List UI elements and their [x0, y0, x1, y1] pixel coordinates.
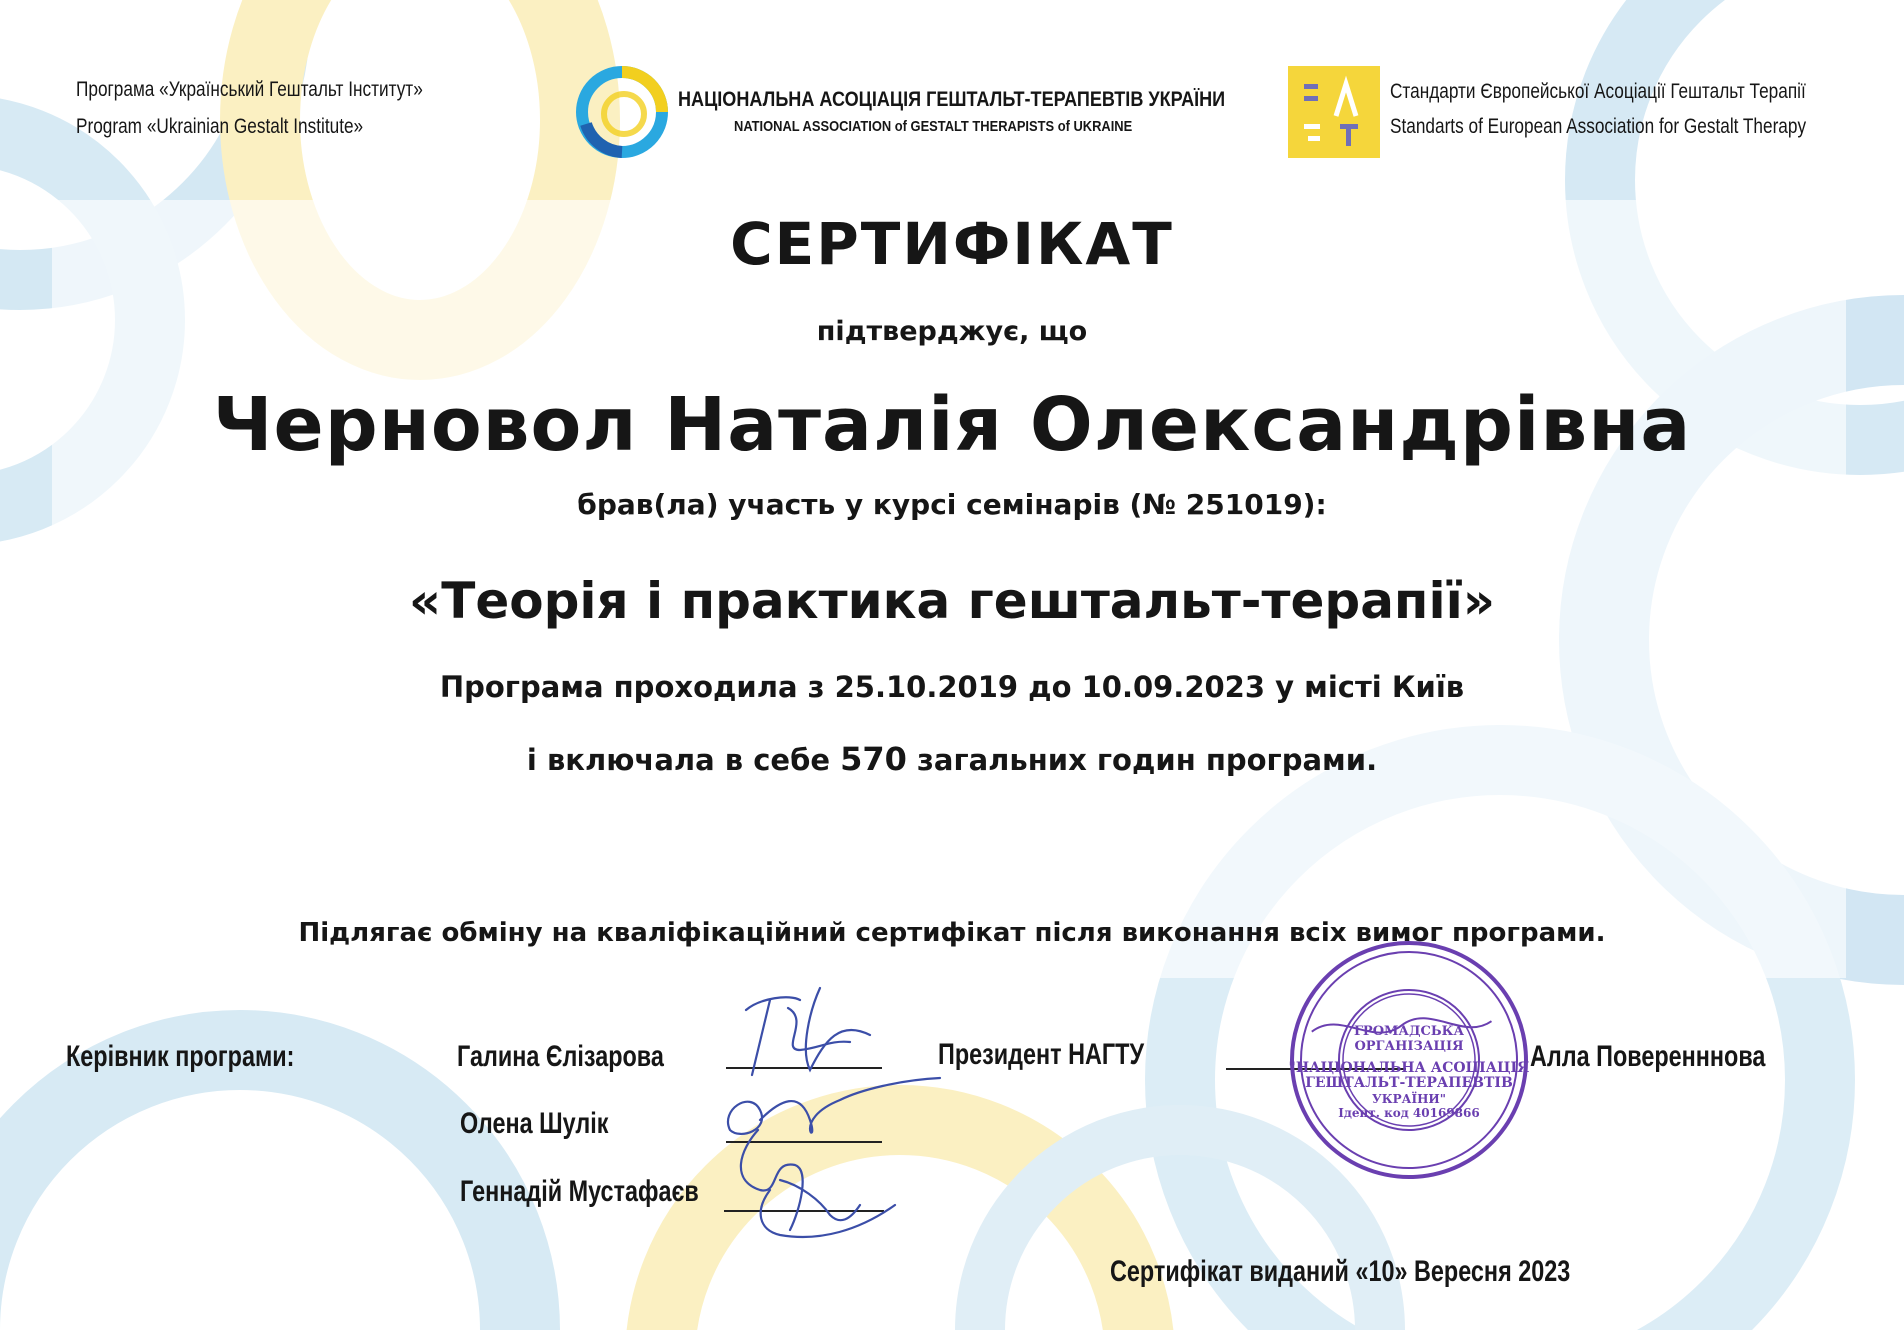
issue-date: Сертифікат виданий «10» Вересня 2023	[1110, 1255, 1571, 1288]
participation-text: брав(ла) участь у курсі семінарів (№ 251019):	[577, 488, 1327, 521]
hours-prefix: і включала в себе	[526, 743, 841, 777]
stamp-text-4: ГЕШТАЛЬТ-ТЕРАПЕВТІВ	[1305, 1075, 1513, 1091]
stamp-text-1: ГРОМАДСЬКА	[1353, 1024, 1465, 1039]
program-dates: Програма проходила з 25.10.2019 до 10.09.2023 у місті Київ	[439, 670, 1465, 704]
stamp-text-6: Ідент. код 40169866	[1338, 1106, 1480, 1120]
president-label: Президент НАГТУ	[938, 1038, 1145, 1071]
recipient-name: Черновол Наталія Олександрівна	[212, 382, 1692, 468]
eagt-standards-en: Standarts of European Association for Gestalt Therapy	[1390, 115, 1807, 138]
stamp-text-3: "НАЦІОНАЛЬНА АСОЦІАЦІЯ	[1288, 1060, 1530, 1076]
eagt-standards-ua: Стандарти Європейської Асоціації Гештальт Терапії	[1390, 80, 1806, 103]
stamp-text-5: УКРАЇНИ"	[1372, 1092, 1446, 1106]
signer-name-1: Галина Єлізарова	[457, 1040, 664, 1073]
program-head-label: Керівник програми:	[66, 1040, 295, 1073]
signer-name-3: Геннадій Мустафаєв	[460, 1175, 699, 1208]
handwritten-signatures	[700, 980, 960, 1260]
exchange-note: Підлягає обміну на кваліфікаційний сертифікат після виконання всіх вимог програми.	[298, 918, 1606, 948]
eagt-logo	[1288, 66, 1380, 158]
program-hours	[0, 740, 1904, 778]
signer-name-2: Олена Шулік	[460, 1107, 609, 1140]
association-logo	[572, 62, 672, 162]
confirms-text: підтверджує, що	[816, 316, 1088, 347]
hours-value: 570	[840, 740, 907, 778]
stamp-text-2: ОРГАНІЗАЦІЯ	[1354, 1039, 1464, 1054]
official-stamp	[1284, 935, 1534, 1185]
program-name-ua: Програма «Український Гештальт Інститут»	[76, 78, 423, 101]
hours-suffix: загальних годин програми.	[906, 743, 1378, 777]
program-name-en: Program «Ukrainian Gestalt Institute»	[76, 115, 364, 138]
association-name-ua: НАЦІОНАЛЬНА АСОЦІАЦІЯ ГЕШТАЛЬТ-ТЕРАПЕВТІВ УКРАЇНИ	[678, 88, 1226, 111]
certificate-title: СЕРТИФІКАТ	[730, 210, 1174, 278]
president-name: Алла Поверенннова	[1530, 1040, 1766, 1073]
course-title: «Теорія і практика гештальт-терапії»	[408, 572, 1496, 630]
association-name-en: NATIONAL ASSOCIATION of GESTALT THERAPISTS of UKRAINE	[734, 118, 1133, 135]
